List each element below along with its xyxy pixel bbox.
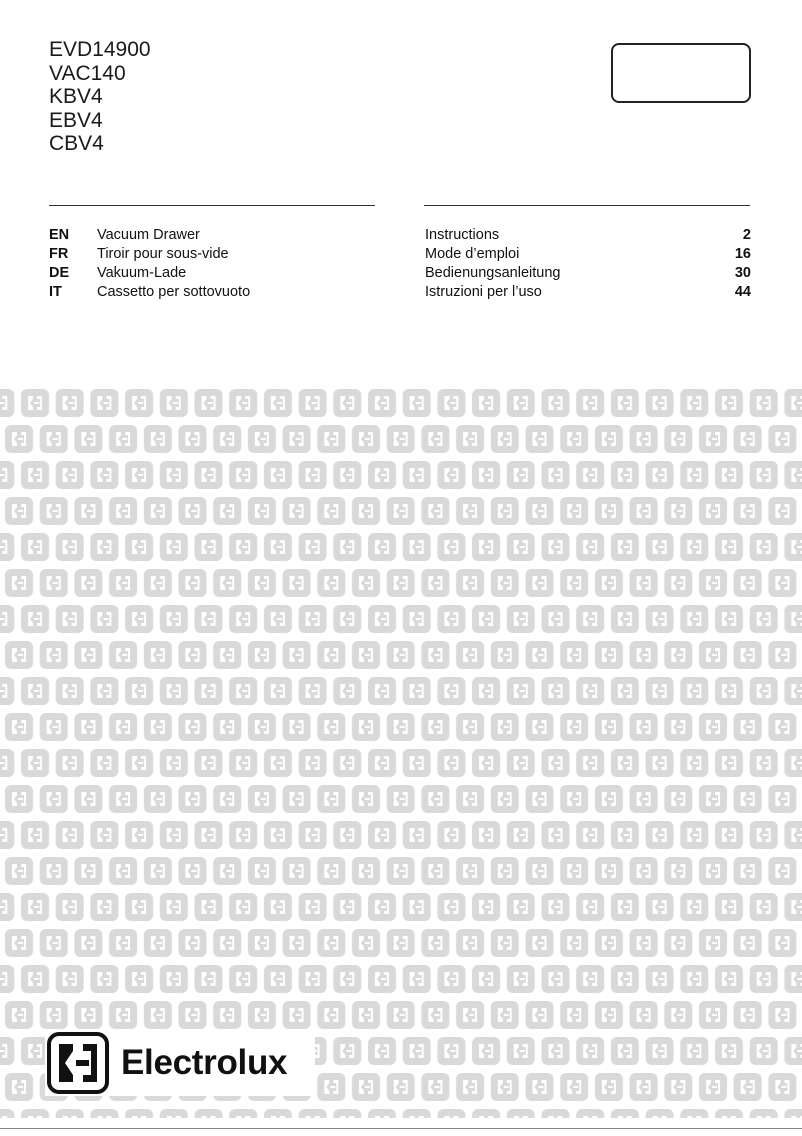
language-row (49, 283, 751, 302)
language-row (49, 264, 751, 283)
product-name: Tiroir pour sous-vide (97, 246, 229, 262)
model-number: EVD14900 (49, 38, 151, 61)
manual-title: Instructions (425, 227, 500, 243)
model-number: CBV4 (49, 132, 104, 155)
model-number: KBV4 (49, 85, 103, 108)
product-name: Cassetto per sottovuoto (97, 284, 251, 300)
divider-left (49, 205, 375, 206)
page-number: 44 (734, 284, 751, 300)
language-row (49, 245, 751, 264)
page-number: 30 (734, 265, 751, 281)
page-number: 2 (742, 227, 751, 243)
language-code: IT (49, 284, 62, 300)
divider-right (424, 205, 750, 206)
model-number: VAC140 (49, 61, 126, 85)
language-code: EN (49, 227, 70, 243)
electrolux-logo-icon (47, 1032, 109, 1094)
model-list (49, 38, 151, 156)
label-box (611, 43, 751, 103)
manual-title: Mode d’emploi (425, 246, 520, 262)
language-code: DE (49, 265, 70, 281)
product-name: Vacuum Drawer (97, 227, 200, 243)
page-number: 16 (734, 246, 751, 262)
language-code: FR (49, 246, 69, 262)
brand-logo (45, 1030, 315, 1096)
language-table (49, 226, 751, 302)
product-name: Vakuum-Lade (97, 265, 187, 281)
bottom-divider (0, 1128, 802, 1129)
manual-title: Istruzioni per l’uso (425, 284, 542, 300)
manual-title: Bedienungsanleitung (425, 265, 561, 281)
model-number: EBV4 (49, 108, 103, 132)
logo-pattern-background (0, 384, 802, 1118)
electrolux-pattern-icon (0, 384, 802, 1118)
brand-name: Electrolux (121, 1043, 288, 1082)
language-row (49, 226, 751, 245)
